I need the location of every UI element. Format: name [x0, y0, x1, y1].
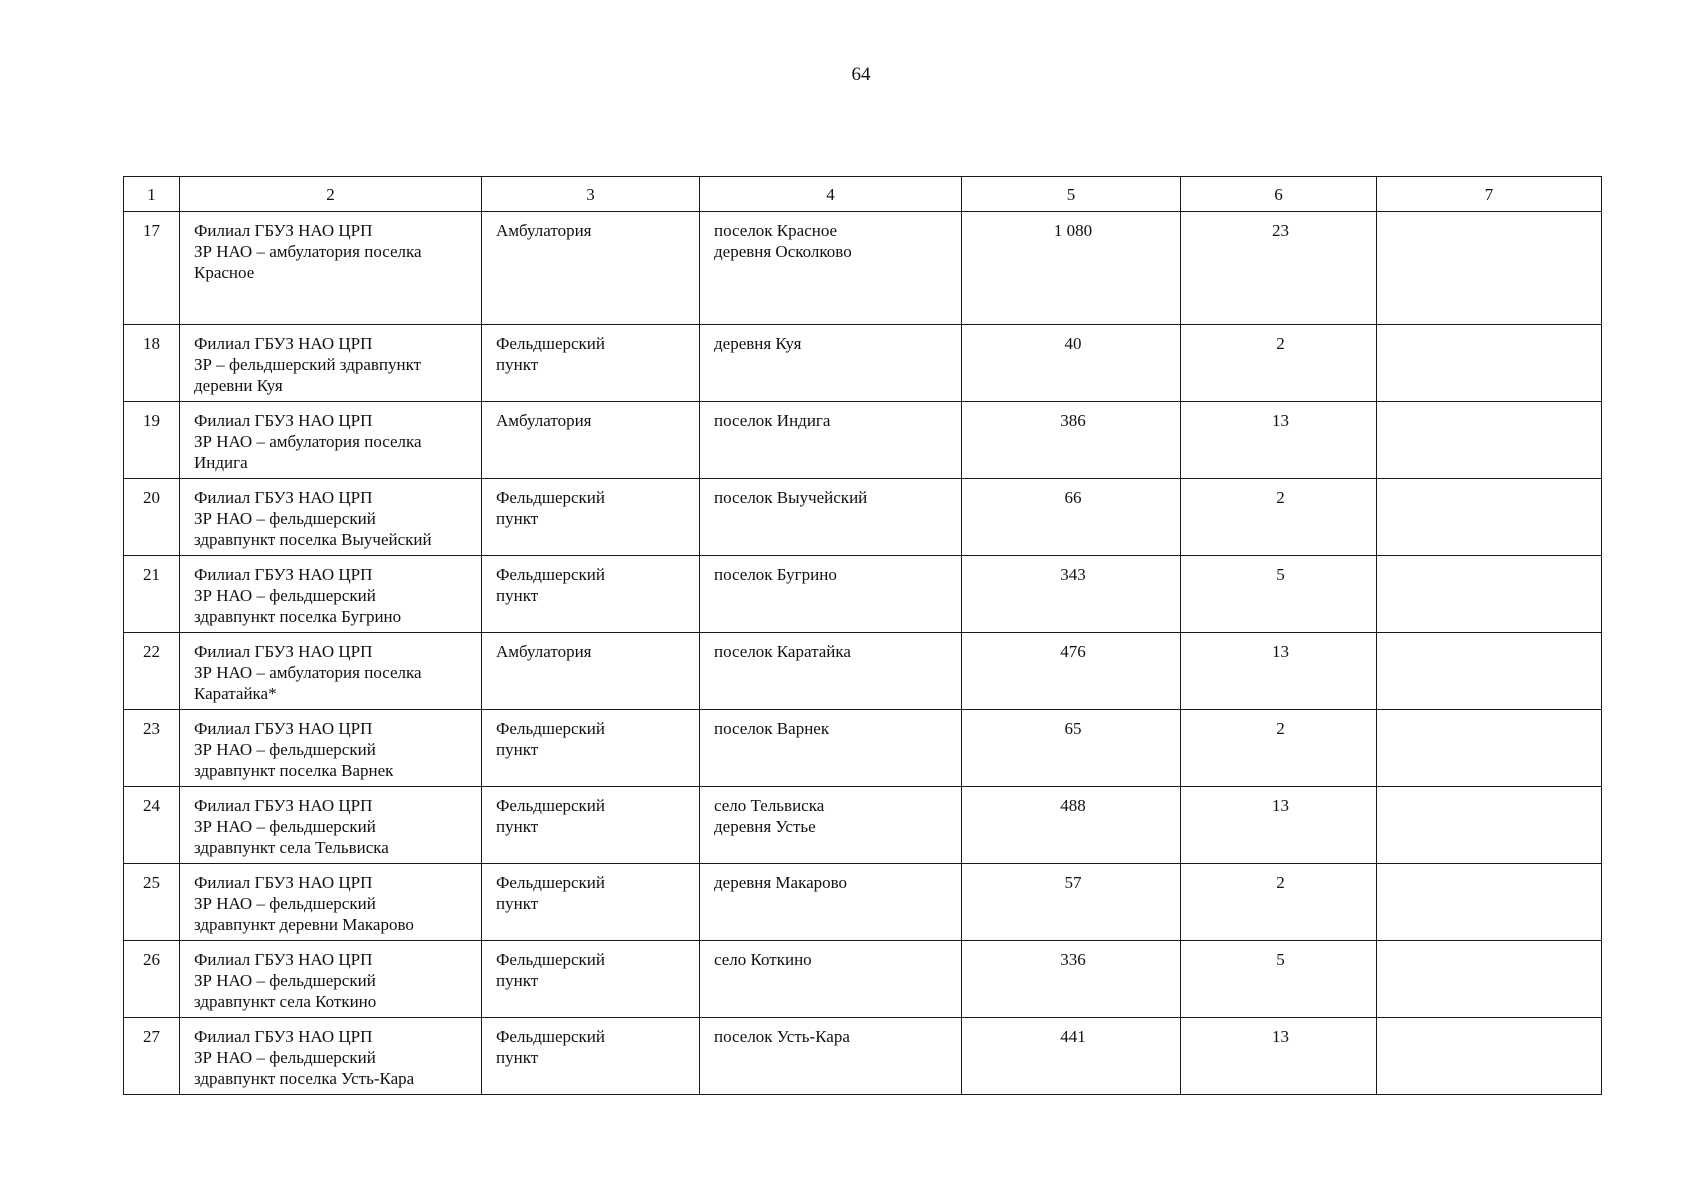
facility-name-cell: Филиал ГБУЗ НАО ЦРП ЗР НАО – фельдшерский здравпункт поселка Выучейский	[180, 479, 482, 556]
column-6-cell: 2	[1181, 710, 1377, 787]
header-row	[124, 177, 1602, 212]
header-cell: 6	[1181, 177, 1377, 212]
medical-facilities-table	[123, 176, 1602, 1095]
population-cell: 1 080	[962, 212, 1181, 325]
settlements-cell: деревня Куя	[700, 325, 962, 402]
header-cell: 5	[962, 177, 1181, 212]
facility-name-cell: Филиал ГБУЗ НАО ЦРП ЗР НАО – фельдшерский здравпункт села Тельвиска	[180, 787, 482, 864]
facility-name-cell: Филиал ГБУЗ НАО ЦРП ЗР НАО – фельдшерский здравпункт поселка Варнек	[180, 710, 482, 787]
column-7-cell	[1377, 212, 1602, 325]
table-row	[124, 633, 1602, 710]
column-6-cell: 2	[1181, 479, 1377, 556]
column-7-cell	[1377, 479, 1602, 556]
header-cell: 1	[124, 177, 180, 212]
row-number-cell: 19	[124, 402, 180, 479]
facility-name-cell: Филиал ГБУЗ НАО ЦРП ЗР НАО – амбулатория поселка Красное	[180, 212, 482, 325]
row-number-cell: 27	[124, 1018, 180, 1095]
column-7-cell	[1377, 633, 1602, 710]
table-row	[124, 212, 1602, 325]
row-number-cell: 24	[124, 787, 180, 864]
settlements-cell: деревня Макарово	[700, 864, 962, 941]
column-7-cell	[1377, 787, 1602, 864]
column-7-cell	[1377, 864, 1602, 941]
facility-type-cell: Фельдшерский пункт	[482, 941, 700, 1018]
facility-type-cell: Фельдшерский пункт	[482, 787, 700, 864]
population-cell: 488	[962, 787, 1181, 864]
row-number-cell: 22	[124, 633, 180, 710]
facility-name-cell: Филиал ГБУЗ НАО ЦРП ЗР – фельдшерский здравпункт деревни Куя	[180, 325, 482, 402]
facility-type-cell: Фельдшерский пункт	[482, 710, 700, 787]
facility-name-cell: Филиал ГБУЗ НАО ЦРП ЗР НАО – фельдшерский здравпункт поселка Усть-Кара	[180, 1018, 482, 1095]
table-row	[124, 864, 1602, 941]
population-cell: 57	[962, 864, 1181, 941]
column-7-cell	[1377, 556, 1602, 633]
column-6-cell: 2	[1181, 864, 1377, 941]
population-cell: 476	[962, 633, 1181, 710]
table-row	[124, 325, 1602, 402]
column-6-cell: 2	[1181, 325, 1377, 402]
table-row	[124, 941, 1602, 1018]
facility-type-cell: Амбулатория	[482, 633, 700, 710]
facility-type-cell: Фельдшерский пункт	[482, 479, 700, 556]
facility-name-cell: Филиал ГБУЗ НАО ЦРП ЗР НАО – фельдшерский здравпункт деревни Макарово	[180, 864, 482, 941]
row-number-cell: 18	[124, 325, 180, 402]
header-cell: 2	[180, 177, 482, 212]
population-cell: 386	[962, 402, 1181, 479]
table-row	[124, 787, 1602, 864]
header-cell: 7	[1377, 177, 1602, 212]
column-6-cell: 13	[1181, 1018, 1377, 1095]
header-cell: 4	[700, 177, 962, 212]
column-7-cell	[1377, 325, 1602, 402]
facility-type-cell: Фельдшерский пункт	[482, 556, 700, 633]
facility-type-cell: Амбулатория	[482, 212, 700, 325]
settlements-cell: село Коткино	[700, 941, 962, 1018]
table-row	[124, 402, 1602, 479]
table-row	[124, 1018, 1602, 1095]
settlements-cell: поселок Каратайка	[700, 633, 962, 710]
column-7-cell	[1377, 1018, 1602, 1095]
table-row	[124, 479, 1602, 556]
settlements-cell: поселок Красное деревня Осколково	[700, 212, 962, 325]
facility-type-cell: Фельдшерский пункт	[482, 864, 700, 941]
population-cell: 441	[962, 1018, 1181, 1095]
population-cell: 66	[962, 479, 1181, 556]
row-number-cell: 17	[124, 212, 180, 325]
header-cell: 3	[482, 177, 700, 212]
settlements-cell: поселок Выучейский	[700, 479, 962, 556]
population-cell: 65	[962, 710, 1181, 787]
population-cell: 336	[962, 941, 1181, 1018]
settlements-cell: поселок Индига	[700, 402, 962, 479]
column-6-cell: 13	[1181, 633, 1377, 710]
facility-name-cell: Филиал ГБУЗ НАО ЦРП ЗР НАО – фельдшерский здравпункт села Коткино	[180, 941, 482, 1018]
settlements-cell: село Тельвиска деревня Устье	[700, 787, 962, 864]
column-6-cell: 5	[1181, 556, 1377, 633]
table-row	[124, 556, 1602, 633]
row-number-cell: 21	[124, 556, 180, 633]
column-6-cell: 13	[1181, 402, 1377, 479]
column-6-cell: 13	[1181, 787, 1377, 864]
facility-type-cell: Фельдшерский пункт	[482, 325, 700, 402]
facility-name-cell: Филиал ГБУЗ НАО ЦРП ЗР НАО – фельдшерский здравпункт поселка Бугрино	[180, 556, 482, 633]
settlements-cell: поселок Варнек	[700, 710, 962, 787]
column-7-cell	[1377, 402, 1602, 479]
column-6-cell: 5	[1181, 941, 1377, 1018]
settlements-cell: поселок Бугрино	[700, 556, 962, 633]
row-number-cell: 20	[124, 479, 180, 556]
facility-type-cell: Фельдшерский пункт	[482, 1018, 700, 1095]
page-number: 64	[851, 64, 871, 85]
facility-type-cell: Амбулатория	[482, 402, 700, 479]
settlements-cell: поселок Усть-Кара	[700, 1018, 962, 1095]
column-6-cell: 23	[1181, 212, 1377, 325]
facility-name-cell: Филиал ГБУЗ НАО ЦРП ЗР НАО – амбулатория поселка Каратайка*	[180, 633, 482, 710]
table-row	[124, 710, 1602, 787]
population-cell: 343	[962, 556, 1181, 633]
column-7-cell	[1377, 941, 1602, 1018]
row-number-cell: 26	[124, 941, 180, 1018]
facility-name-cell: Филиал ГБУЗ НАО ЦРП ЗР НАО – амбулатория поселка Индига	[180, 402, 482, 479]
column-7-cell	[1377, 710, 1602, 787]
row-number-cell: 23	[124, 710, 180, 787]
row-number-cell: 25	[124, 864, 180, 941]
population-cell: 40	[962, 325, 1181, 402]
